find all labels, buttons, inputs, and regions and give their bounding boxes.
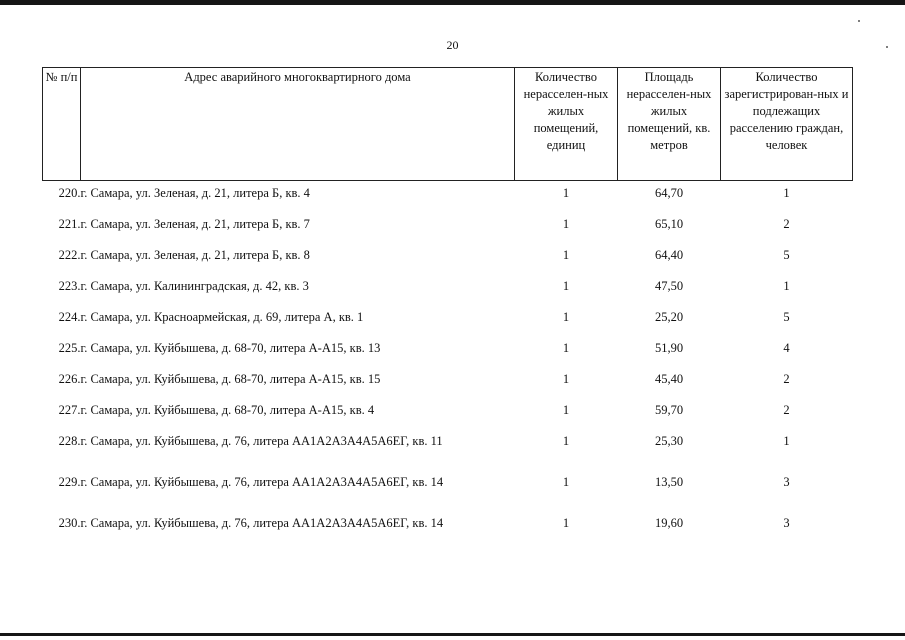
row-number: 221. <box>58 216 81 231</box>
row-count: 1 <box>562 247 570 262</box>
row-area: 64,40 <box>654 247 684 262</box>
row-area: 64,70 <box>654 186 684 200</box>
row-address: г. Самара, ул. Куйбышева, д. 68-70, литера А-А15, кв. 4 <box>80 402 375 417</box>
row-people: 4 <box>783 340 790 355</box>
scan-speck <box>858 20 860 22</box>
row-count: 1 <box>562 515 570 530</box>
row-people: 2 <box>783 402 790 417</box>
row-address: г. Самара, ул. Куйбышева, д. 68-70, литера А-А15, кв. 15 <box>80 371 381 386</box>
row-address: г. Самара, ул. Куйбышева, д. 76, литера АА1А2А3А4А5А6ЕГ, кв. 11 <box>80 433 443 448</box>
row-area: 45,40 <box>654 371 684 386</box>
row-area: 25,30 <box>654 433 684 448</box>
bottom-scan-border <box>0 633 905 636</box>
row-people: 1 <box>783 186 790 200</box>
row-people: 3 <box>783 515 790 530</box>
col-header-people: Количество зарегистрирован-ных и подлежащих расселению граждан, человек <box>721 68 853 181</box>
col-header-count: Количество нерасселен-ных жилых помещений, единиц <box>515 68 618 181</box>
row-number: 227. <box>58 402 81 417</box>
row-number: 223. <box>58 278 81 293</box>
table-row <box>43 274 853 305</box>
row-address: г. Самара, ул. Красноармейская, д. 69, литера А, кв. 1 <box>80 309 364 324</box>
row-number: 224. <box>58 309 81 324</box>
table-row <box>43 305 853 336</box>
row-count: 1 <box>562 371 570 386</box>
table-row <box>43 470 853 511</box>
row-count: 1 <box>562 216 570 231</box>
table-row <box>43 398 853 429</box>
row-count: 1 <box>562 474 570 489</box>
col-header-num: № п/п <box>43 68 81 181</box>
row-people: 5 <box>783 309 790 324</box>
row-people: 2 <box>783 371 790 386</box>
table-row <box>43 212 853 243</box>
row-people: 1 <box>783 278 790 293</box>
row-area: 47,50 <box>654 278 684 293</box>
row-address: г. Самара, ул. Куйбышева, д. 76, литера АА1А2А3А4А5А6ЕГ, кв. 14 <box>80 515 444 530</box>
row-address: г. Самара, ул. Куйбышева, д. 76, литера АА1А2А3А4А5А6ЕГ, кв. 14 <box>80 474 444 489</box>
row-people: 3 <box>783 474 790 489</box>
row-area: 25,20 <box>654 309 684 324</box>
table-row <box>43 367 853 398</box>
row-area: 65,10 <box>654 216 684 231</box>
row-address: г. Самара, ул. Зеленая, д. 21, литера Б, кв. 4 <box>80 186 310 200</box>
row-count: 1 <box>562 402 570 417</box>
row-area: 59,70 <box>654 402 684 417</box>
top-scan-border <box>0 0 905 5</box>
table-row <box>43 336 853 367</box>
table-row <box>43 511 853 552</box>
row-area: 13,50 <box>654 474 684 489</box>
table-header-row <box>43 68 853 181</box>
row-number: 222. <box>58 247 81 262</box>
row-number: 220. <box>58 186 81 200</box>
col-header-address: Адрес аварийного многоквартирного дома <box>81 68 515 181</box>
table-row <box>43 429 853 470</box>
row-people: 5 <box>783 247 790 262</box>
row-number: 228. <box>58 433 81 448</box>
row-address: г. Самара, ул. Зеленая, д. 21, литера Б, кв. 7 <box>80 216 310 231</box>
row-number: 226. <box>58 371 81 386</box>
row-number: 230. <box>58 515 81 530</box>
page-number: 20 <box>446 38 459 52</box>
row-count: 1 <box>562 309 570 324</box>
row-number: 225. <box>58 340 81 355</box>
row-count: 1 <box>562 278 570 293</box>
table-row <box>43 181 853 212</box>
housing-table <box>42 67 853 552</box>
row-area: 51,90 <box>654 340 684 355</box>
row-address: г. Самара, ул. Куйбышева, д. 68-70, литера А-А15, кв. 13 <box>80 340 381 355</box>
row-area: 19,60 <box>654 515 684 530</box>
table-row <box>43 243 853 274</box>
scan-speck <box>886 46 888 48</box>
col-header-area: Площадь нерасселен-ных жилых помещений, кв. метров <box>618 68 721 181</box>
row-people: 2 <box>783 216 790 231</box>
row-people: 1 <box>783 433 790 448</box>
row-number: 229. <box>58 474 81 489</box>
row-count: 1 <box>562 433 570 448</box>
row-count: 1 <box>562 186 570 200</box>
row-address: г. Самара, ул. Зеленая, д. 21, литера Б, кв. 8 <box>80 247 310 262</box>
row-address: г. Самара, ул. Калининградская, д. 42, кв. 3 <box>80 278 309 293</box>
row-count: 1 <box>562 340 570 355</box>
